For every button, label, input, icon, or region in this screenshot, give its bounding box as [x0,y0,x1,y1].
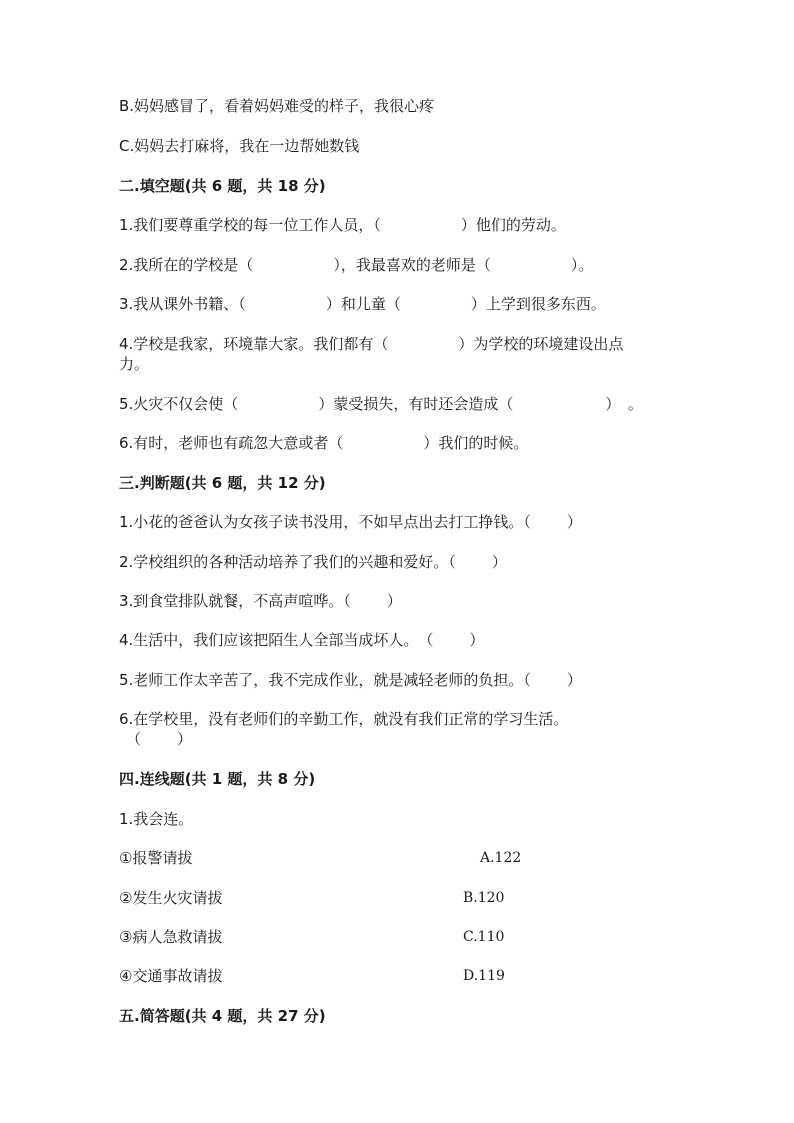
matching-left-3: ③病人急救请拔 [119,928,223,946]
fill-blank-item-2: 2.我所在的学校是（ ），我最喜欢的老师是（ ）。 [119,256,594,274]
fill-blank-item-1: 1.我们要尊重学校的每一位工作人员，（ ）他们的劳动。 [119,216,566,234]
true-false-item-5: 5.老师工作太辛苦了，我不完成作业，就是减轻老师的负担。（ ） [119,671,582,689]
matching-right-a: A.122 [480,850,522,866]
fill-blank-item-6: 6.有时，老师也有疏忽大意或者（ ）我们的时候。 [119,434,529,452]
true-false-item-4: 4.生活中，我们应该把陌生人全部当成坏人。 （ ） [119,631,485,649]
section-heading-matching: 四.连线题(共 1 题，共 8 分) [119,770,316,788]
section-heading-true-false: 三.判断题(共 6 题，共 12 分) [119,474,326,492]
true-false-item-1: 1.小花的爸爸认为女孩子读书没用，不如早点出去打工挣钱。（ ） [119,513,582,531]
matching-left-2: ②发生火灾请拔 [119,889,223,907]
section-heading-short-answer: 五.简答题(共 4 题，共 27 分) [119,1007,326,1025]
fill-blank-item-5: 5.火灾不仅会使（ ）蒙受损失，有时还会造成（ ） 。 [119,395,643,413]
fill-blank-item-4: 4.学校是我家，环境靠大家。我们都有（ ）为学校的环境建设出点 [119,335,624,353]
matching-right-d: D.119 [463,968,505,984]
matching-left-1: ①报警请拔 [119,849,193,867]
section-heading-fill-blank: 二.填空题(共 6 题，共 18 分) [119,177,326,195]
true-false-item-3: 3.到食堂排队就餐，不高声喧哗。（ ） [119,592,402,610]
option-c: C.妈妈去打麻将，我在一边帮她数钱 [119,137,360,155]
matching-right-b: B.120 [463,890,505,906]
true-false-item-2: 2.学校组织的各种活动培养了我们的兴趣和爱好。（ ） [119,553,507,571]
true-false-item-6-bracket: （ ） [126,730,193,748]
fill-blank-item-3: 3.我从课外书籍、（ ）和儿童（ ）上学到很多东西。 [119,295,606,313]
fill-blank-item-4-continued: 力。 [119,355,150,373]
true-false-item-6: 6.在学校里，没有老师们的辛勤工作，就没有我们正常的学习生活。 [119,710,569,728]
matching-left-4: ④交通事故请拔 [119,967,223,985]
matching-right-c: C.110 [463,929,505,945]
matching-question: 1.我会连。 [119,810,194,828]
option-b: B.妈妈感冒了，看着妈妈难受的样子，我很心疼 [119,97,435,115]
